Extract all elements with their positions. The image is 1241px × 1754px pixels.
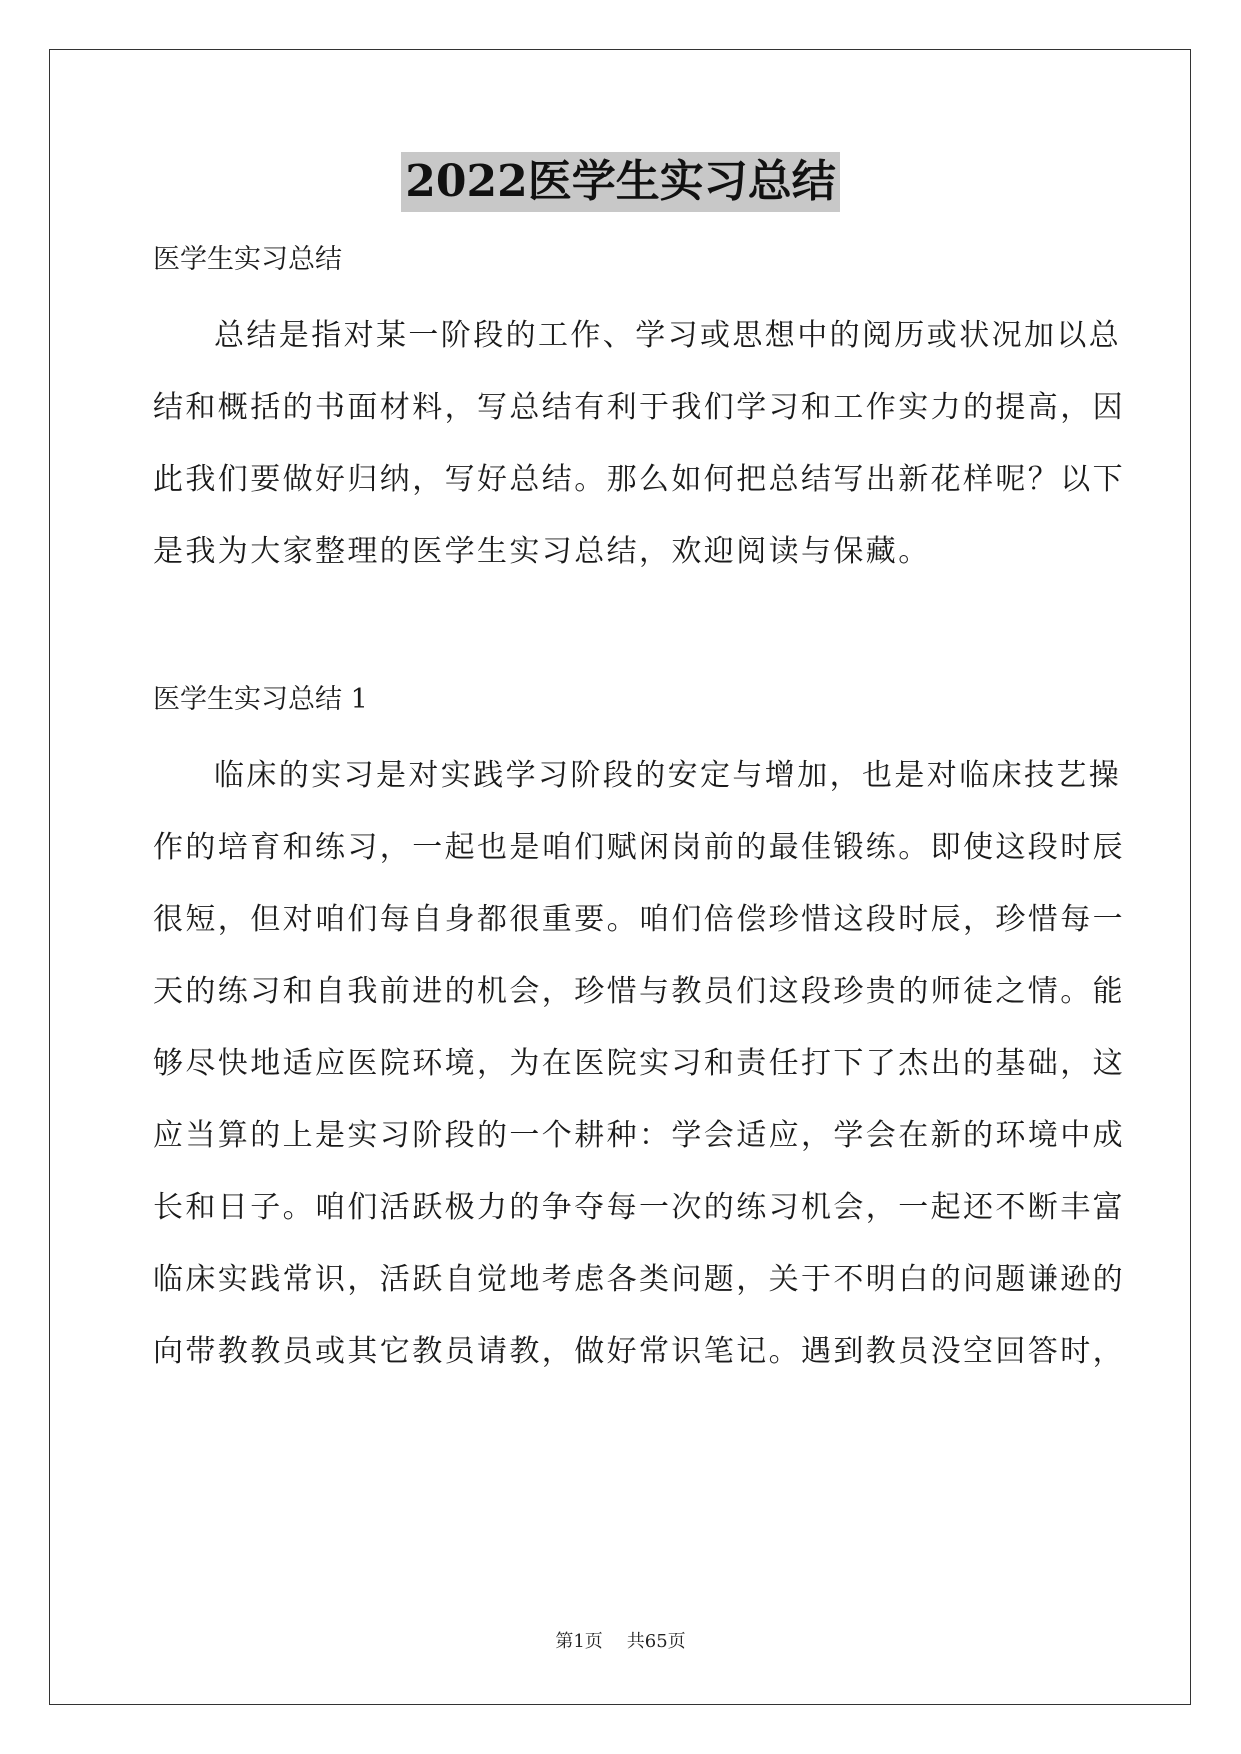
document-title-text: 2022医学生实习总结: [401, 152, 839, 212]
paragraph-line: 很短，但对咱们每自身都很重要。咱们倍偿珍惜这段时辰，珍惜每一: [153, 902, 1125, 937]
paragraph-line: 此我们要做好归纳，写好总结。那么如何把总结写出新花样呢？以下: [153, 462, 1125, 497]
total-suffix: 页: [667, 1631, 686, 1652]
paragraph-line: 结和概括的书面材料，写总结有利于我们学习和工作实力的提高，因: [153, 390, 1125, 425]
section-heading: 医学生实习总结 1: [153, 684, 368, 715]
paragraph-line: 长和日子。咱们活跃极力的争夺每一次的练习机会，一起还不断丰富: [153, 1190, 1125, 1225]
paragraph-line: 总结是指对某一阶段的工作、学习或思想中的阅历或状况加以总: [214, 318, 1122, 353]
page-border: [49, 49, 1191, 1705]
paragraph-line: 应当算的上是实习阶段的一个耕种：学会适应，学会在新的环境中成: [153, 1118, 1125, 1153]
paragraph-line: 向带教教员或其它教员请教，做好常识笔记。遇到教员没空回答时，: [153, 1334, 1125, 1369]
paragraph-line: 是我为大家整理的医学生实习总结，欢迎阅读与保藏。: [153, 534, 931, 569]
page-number: 1: [573, 1631, 585, 1652]
paragraph-line: 够尽快地适应医院环境，为在医院实习和责任打下了杰出的基础，这: [153, 1046, 1125, 1081]
total-pages: 65: [644, 1631, 668, 1652]
page-prefix: 第: [555, 1631, 574, 1652]
paragraph-line: 临床的实习是对实践学习阶段的安定与增加，也是对临床技艺操: [214, 758, 1122, 793]
page-footer: [0, 1630, 1241, 1654]
paragraph-line: 作的培育和练习，一起也是咱们赋闲岗前的最佳锻练。即使这段时辰: [153, 830, 1125, 865]
document-title: [0, 152, 1241, 212]
total-prefix: 共: [626, 1631, 645, 1652]
paragraph-line: 临床实践常识，活跃自觉地考虑各类问题，关于不明白的问题谦逊的: [153, 1262, 1125, 1297]
section-heading: 医学生实习总结: [153, 244, 342, 275]
page-suffix: 页: [584, 1631, 603, 1652]
paragraph-line: 天的练习和自我前进的机会，珍惜与教员们这段珍贵的师徒之情。能: [153, 974, 1125, 1009]
